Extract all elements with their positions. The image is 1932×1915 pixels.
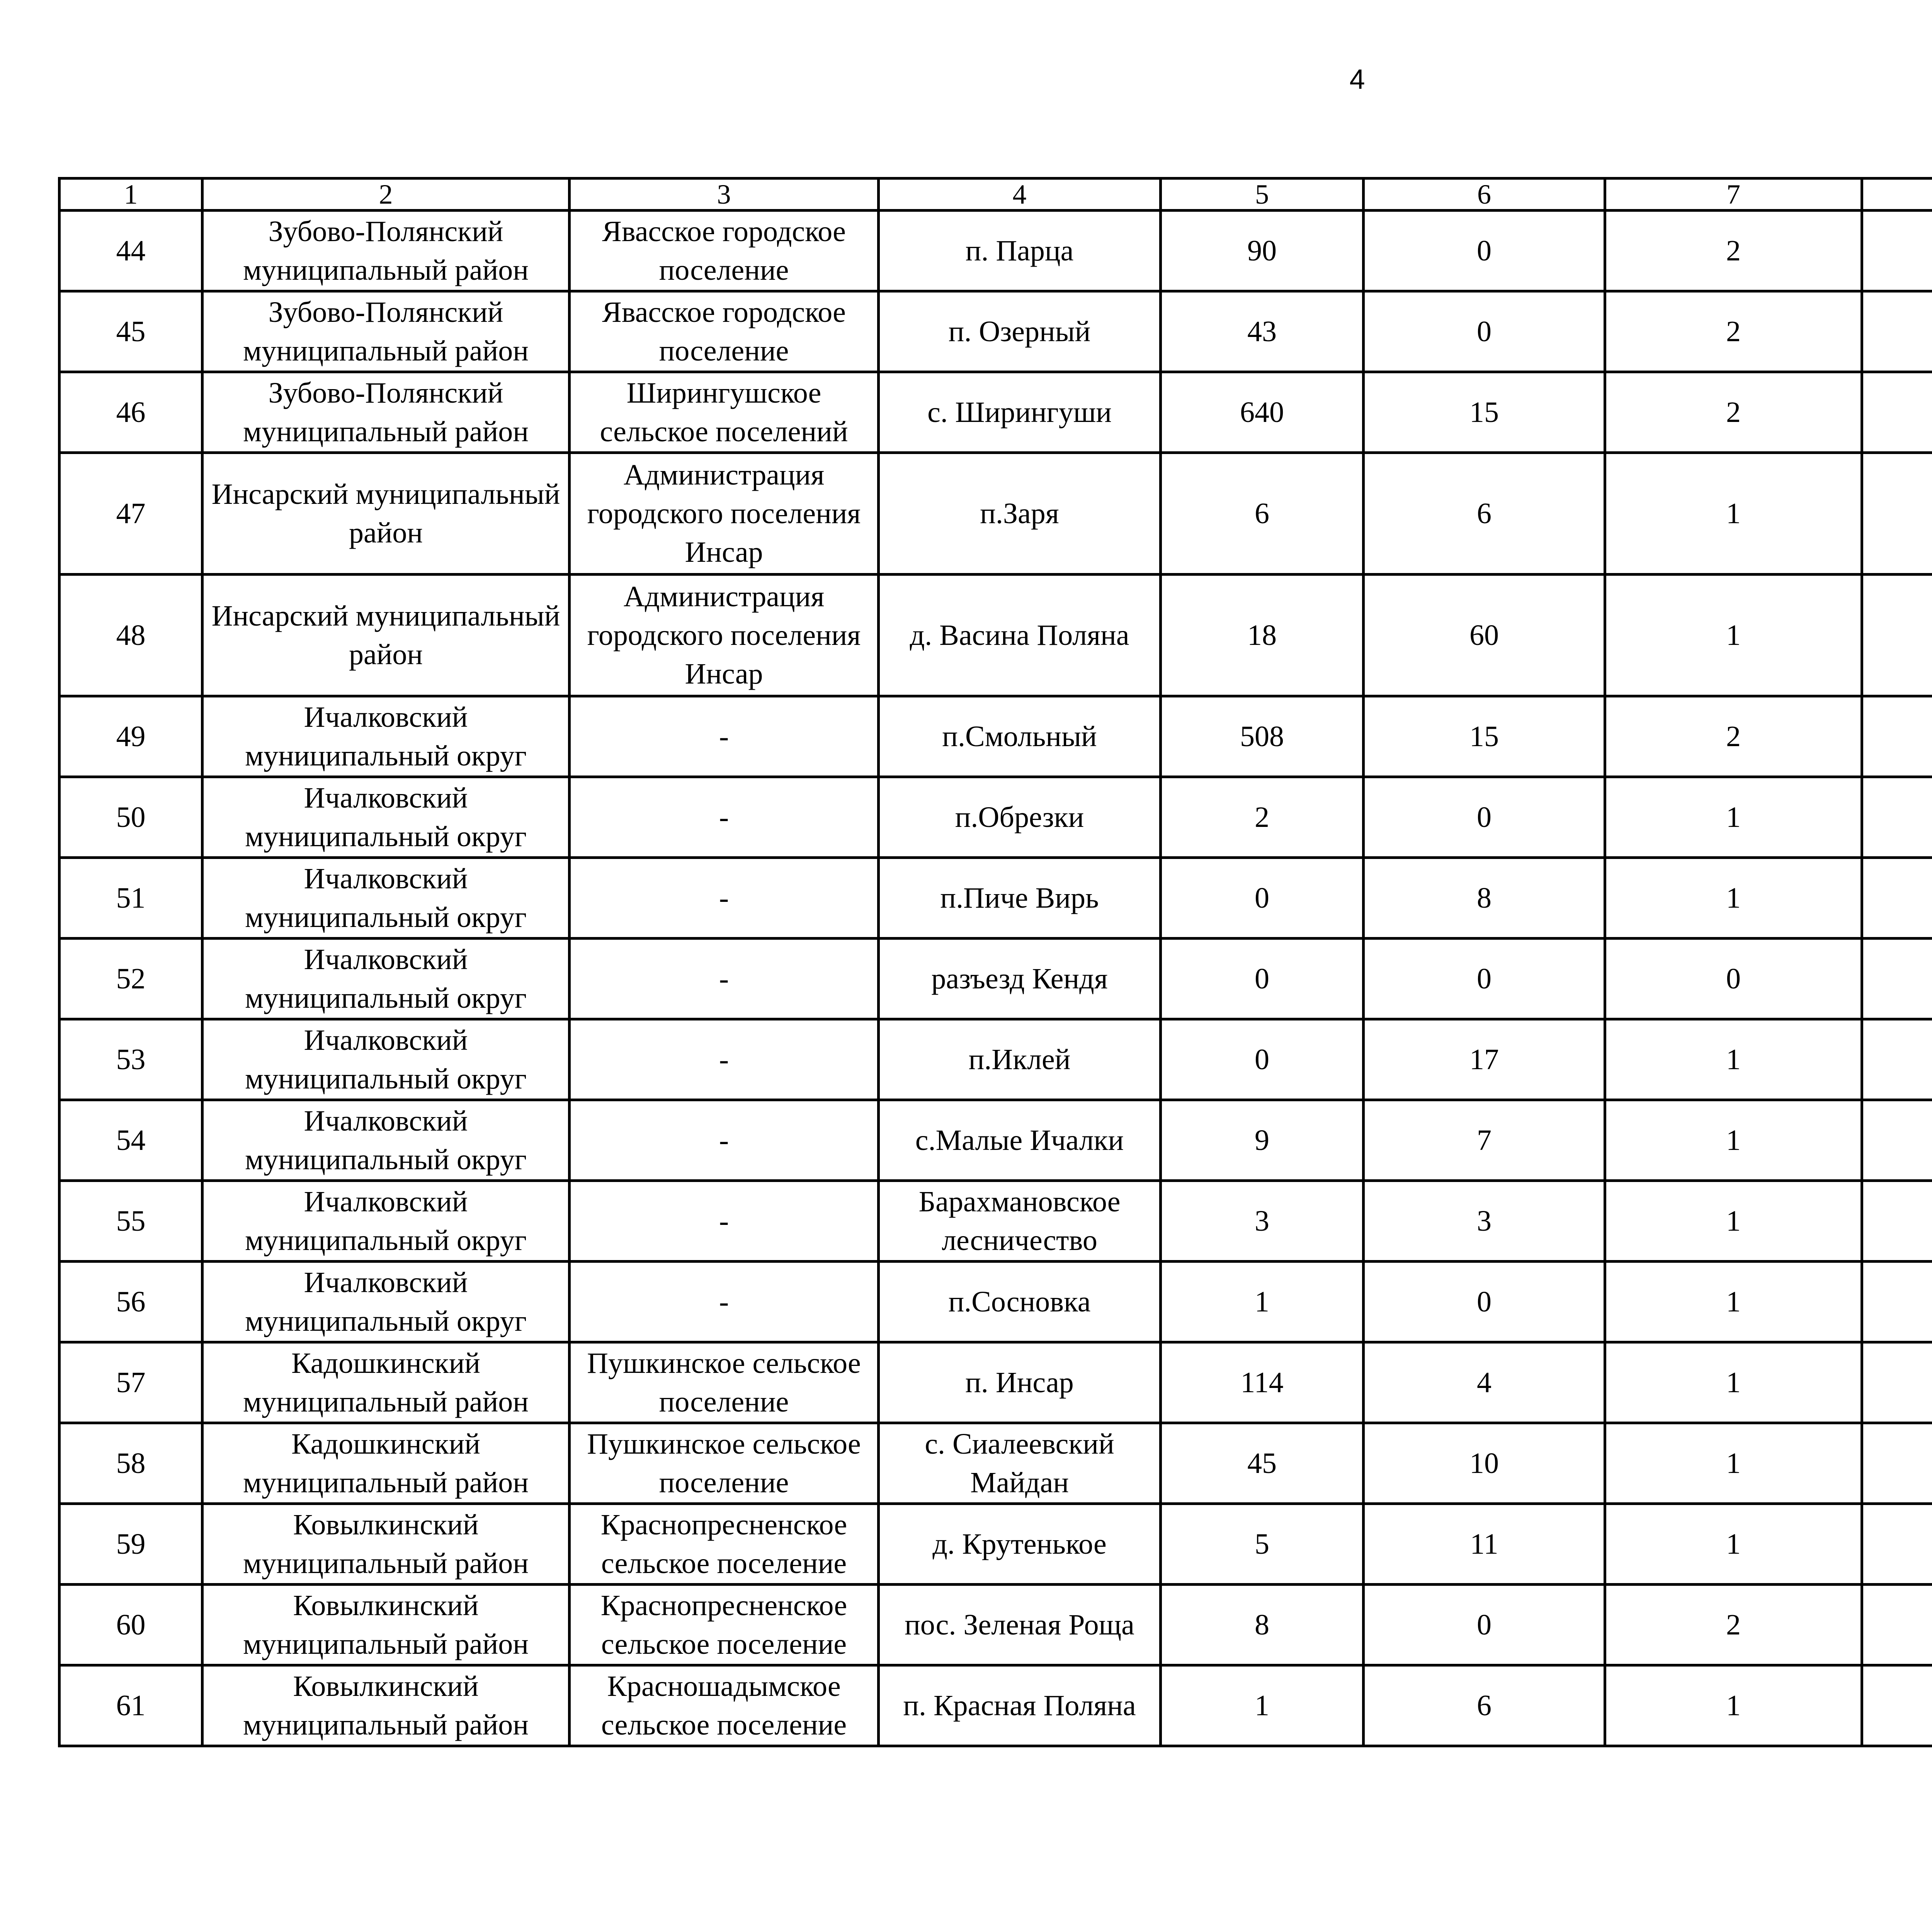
locality-cell: п. Парца	[879, 211, 1161, 291]
col7-cell: 2	[1605, 696, 1862, 777]
table-row	[60, 1665, 1932, 1746]
col8-cell	[1862, 777, 1932, 858]
row-number-cell: 52	[60, 939, 202, 1019]
col5-cell: 43	[1161, 291, 1364, 372]
district-cell: Зубово-Полянский муниципальный район	[202, 372, 570, 453]
settlement-cell: Администрация городского поселения Инсар	[570, 453, 879, 575]
col5-cell: 3	[1161, 1181, 1364, 1262]
data-table	[58, 177, 1932, 1747]
col8-cell	[1862, 575, 1932, 696]
row-number-cell: 46	[60, 372, 202, 453]
locality-cell: п.Заря	[879, 453, 1161, 575]
district-cell: Ичалковский муниципальный округ	[202, 1019, 570, 1100]
col7-cell: 1	[1605, 777, 1862, 858]
locality-cell: пос. Зеленая Роща	[879, 1585, 1161, 1665]
district-cell: Кадошкинский муниципальный район	[202, 1342, 570, 1423]
col8-cell	[1862, 453, 1932, 575]
settlement-cell: -	[570, 1181, 879, 1262]
col6-cell: 15	[1364, 696, 1605, 777]
column-header	[1862, 179, 1932, 211]
row-number-cell: 55	[60, 1181, 202, 1262]
col7-cell: 1	[1605, 1100, 1862, 1181]
table-row	[60, 1423, 1932, 1504]
settlement-cell: Явасское городское поселение	[570, 291, 879, 372]
column-header: 5	[1161, 179, 1364, 211]
col8-cell	[1862, 1262, 1932, 1342]
col8-cell	[1862, 1019, 1932, 1100]
col5-cell: 0	[1161, 858, 1364, 939]
col6-cell: 0	[1364, 939, 1605, 1019]
row-number-cell: 47	[60, 453, 202, 575]
col8-cell	[1862, 1585, 1932, 1665]
col7-cell: 1	[1605, 858, 1862, 939]
district-cell: Зубово-Полянский муниципальный район	[202, 291, 570, 372]
col7-cell: 2	[1605, 1585, 1862, 1665]
col6-cell: 15	[1364, 372, 1605, 453]
header-row	[60, 179, 1932, 211]
table-row	[60, 1585, 1932, 1665]
col5-cell: 0	[1161, 939, 1364, 1019]
row-number-cell: 49	[60, 696, 202, 777]
col7-cell: 1	[1605, 1019, 1862, 1100]
col8-cell	[1862, 1100, 1932, 1181]
col5-cell: 45	[1161, 1423, 1364, 1504]
col7-cell: 2	[1605, 211, 1862, 291]
col6-cell: 6	[1364, 453, 1605, 575]
col7-cell: 1	[1605, 575, 1862, 696]
col5-cell: 114	[1161, 1342, 1364, 1423]
col8-cell	[1862, 291, 1932, 372]
col5-cell: 2	[1161, 777, 1364, 858]
locality-cell: п.Иклей	[879, 1019, 1161, 1100]
district-cell: Ковылкинский муниципальный район	[202, 1504, 570, 1585]
col8-cell	[1862, 211, 1932, 291]
col8-cell	[1862, 1665, 1932, 1746]
settlement-cell: -	[570, 939, 879, 1019]
district-cell: Ковылкинский муниципальный район	[202, 1665, 570, 1746]
table-row	[60, 575, 1932, 696]
district-cell: Ичалковский муниципальный округ	[202, 939, 570, 1019]
locality-cell: п.Пиче Вирь	[879, 858, 1161, 939]
col6-cell: 6	[1364, 1665, 1605, 1746]
district-cell: Инсарский муниципальный район	[202, 453, 570, 575]
settlement-cell: Явасское городское поселение	[570, 211, 879, 291]
col8-cell	[1862, 939, 1932, 1019]
district-cell: Ичалковский муниципальный округ	[202, 858, 570, 939]
column-header: 7	[1605, 179, 1862, 211]
locality-cell: д. Крутенькое	[879, 1504, 1161, 1585]
table-row	[60, 858, 1932, 939]
locality-cell: с. Ширингуши	[879, 372, 1161, 453]
row-number-cell: 56	[60, 1262, 202, 1342]
table-row	[60, 1262, 1932, 1342]
table-row	[60, 211, 1932, 291]
col5-cell: 5	[1161, 1504, 1364, 1585]
locality-cell: д. Васина Поляна	[879, 575, 1161, 696]
row-number-cell: 48	[60, 575, 202, 696]
settlement-cell: Краснопресненское сельское поселение	[570, 1585, 879, 1665]
col7-cell: 1	[1605, 1665, 1862, 1746]
row-number-cell: 54	[60, 1100, 202, 1181]
locality-cell: п.Обрезки	[879, 777, 1161, 858]
settlement-cell: Пушкинское сельское поселение	[570, 1342, 879, 1423]
settlement-cell: -	[570, 1019, 879, 1100]
table-row	[60, 939, 1932, 1019]
settlement-cell: -	[570, 1100, 879, 1181]
settlement-cell: Краснопресненское сельское поселение	[570, 1504, 879, 1585]
col5-cell: 508	[1161, 696, 1364, 777]
col5-cell: 1	[1161, 1262, 1364, 1342]
col6-cell: 10	[1364, 1423, 1605, 1504]
col6-cell: 7	[1364, 1100, 1605, 1181]
col8-cell	[1862, 1181, 1932, 1262]
table-row	[60, 291, 1932, 372]
district-cell: Ичалковский муниципальный округ	[202, 696, 570, 777]
district-cell: Ичалковский муниципальный округ	[202, 777, 570, 858]
table-row	[60, 777, 1932, 858]
col6-cell: 11	[1364, 1504, 1605, 1585]
settlement-cell: Пушкинское сельское поселение	[570, 1423, 879, 1504]
district-cell: Зубово-Полянский муниципальный район	[202, 211, 570, 291]
col6-cell: 4	[1364, 1342, 1605, 1423]
settlement-cell: -	[570, 1262, 879, 1342]
table-row	[60, 1100, 1932, 1181]
col5-cell: 6	[1161, 453, 1364, 575]
column-header: 3	[570, 179, 879, 211]
locality-cell: с. Сиалеевский Майдан	[879, 1423, 1161, 1504]
col6-cell: 17	[1364, 1019, 1605, 1100]
col5-cell: 0	[1161, 1019, 1364, 1100]
row-number-cell: 53	[60, 1019, 202, 1100]
locality-cell: п. Озерный	[879, 291, 1161, 372]
col6-cell: 0	[1364, 1262, 1605, 1342]
col8-cell	[1862, 1504, 1932, 1585]
col8-cell	[1862, 858, 1932, 939]
row-number-cell: 50	[60, 777, 202, 858]
row-number-cell: 57	[60, 1342, 202, 1423]
col7-cell: 0	[1605, 939, 1862, 1019]
col5-cell: 640	[1161, 372, 1364, 453]
col8-cell	[1862, 372, 1932, 453]
col7-cell: 1	[1605, 1423, 1862, 1504]
district-cell: Кадошкинский муниципальный район	[202, 1423, 570, 1504]
table-row	[60, 1342, 1932, 1423]
row-number-cell: 51	[60, 858, 202, 939]
locality-cell: п.Сосновка	[879, 1262, 1161, 1342]
row-number-cell: 44	[60, 211, 202, 291]
col8-cell	[1862, 696, 1932, 777]
column-header: 6	[1364, 179, 1605, 211]
table-row	[60, 696, 1932, 777]
district-cell: Ичалковский муниципальный округ	[202, 1100, 570, 1181]
locality-cell: разъезд Кендя	[879, 939, 1161, 1019]
col5-cell: 18	[1161, 575, 1364, 696]
district-cell: Ковылкинский муниципальный район	[202, 1585, 570, 1665]
col7-cell: 1	[1605, 453, 1862, 575]
col6-cell: 0	[1364, 1585, 1605, 1665]
row-number-cell: 59	[60, 1504, 202, 1585]
col7-cell: 2	[1605, 372, 1862, 453]
settlement-cell: -	[570, 696, 879, 777]
settlement-cell: -	[570, 858, 879, 939]
col8-cell	[1862, 1342, 1932, 1423]
row-number-cell: 45	[60, 291, 202, 372]
col7-cell: 1	[1605, 1504, 1862, 1585]
table-row	[60, 453, 1932, 575]
column-header: 1	[60, 179, 202, 211]
col5-cell: 8	[1161, 1585, 1364, 1665]
col6-cell: 0	[1364, 211, 1605, 291]
col7-cell: 1	[1605, 1262, 1862, 1342]
locality-cell: Барахмановское лесничество	[879, 1181, 1161, 1262]
locality-cell: п. Инсар	[879, 1342, 1161, 1423]
table-row	[60, 1504, 1932, 1585]
district-cell: Инсарский муниципальный район	[202, 575, 570, 696]
row-number-cell: 61	[60, 1665, 202, 1746]
page-number: 4	[1349, 64, 1365, 95]
row-number-cell: 60	[60, 1585, 202, 1665]
settlement-cell: -	[570, 777, 879, 858]
col7-cell: 2	[1605, 291, 1862, 372]
col7-cell: 1	[1605, 1342, 1862, 1423]
locality-cell: с.Малые Ичалки	[879, 1100, 1161, 1181]
col6-cell: 0	[1364, 777, 1605, 858]
column-header: 2	[202, 179, 570, 211]
column-header: 4	[879, 179, 1161, 211]
locality-cell: п. Красная Поляна	[879, 1665, 1161, 1746]
row-number-cell: 58	[60, 1423, 202, 1504]
locality-cell: п.Смольный	[879, 696, 1161, 777]
col5-cell: 9	[1161, 1100, 1364, 1181]
col6-cell: 3	[1364, 1181, 1605, 1262]
table-row	[60, 1181, 1932, 1262]
district-cell: Ичалковский муниципальный округ	[202, 1262, 570, 1342]
col5-cell: 90	[1161, 211, 1364, 291]
col5-cell: 1	[1161, 1665, 1364, 1746]
settlement-cell: Красношадымское сельское поселение	[570, 1665, 879, 1746]
col8-cell	[1862, 1423, 1932, 1504]
district-cell: Ичалковский муниципальный округ	[202, 1181, 570, 1262]
table-row	[60, 1019, 1932, 1100]
table-row	[60, 372, 1932, 453]
col7-cell: 1	[1605, 1181, 1862, 1262]
settlement-cell: Администрация городского поселения Инсар	[570, 575, 879, 696]
col6-cell: 0	[1364, 291, 1605, 372]
col6-cell: 8	[1364, 858, 1605, 939]
col6-cell: 60	[1364, 575, 1605, 696]
settlement-cell: Ширингушское сельское поселений	[570, 372, 879, 453]
